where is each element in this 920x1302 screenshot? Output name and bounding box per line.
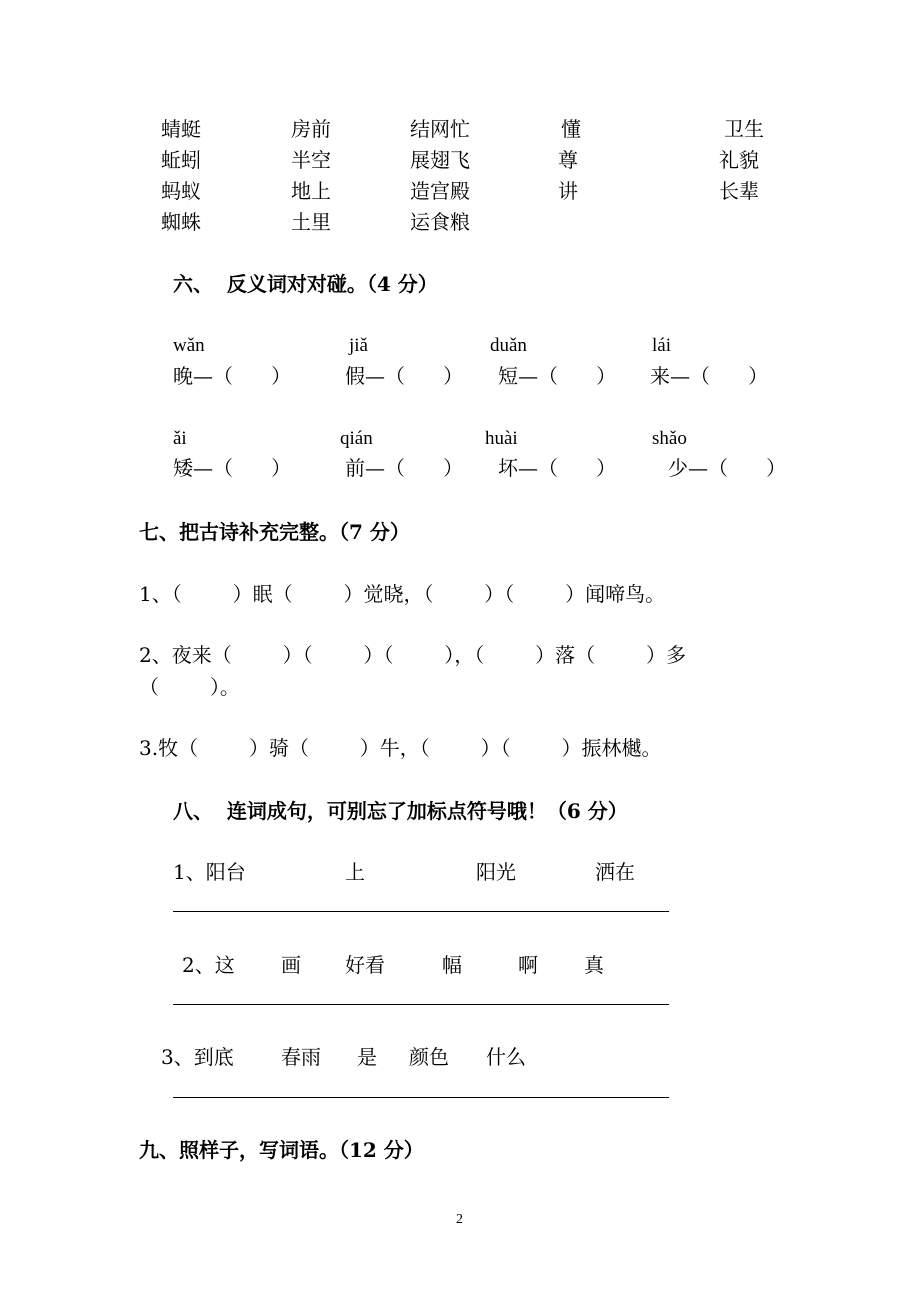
match-word: 半空 [291, 148, 331, 172]
sentence-word: 幅 [442, 953, 462, 977]
match-word: 蚯蚓 [161, 148, 201, 172]
match-word: 讲 [558, 179, 578, 203]
pinyin: wǎn [173, 335, 205, 356]
section-6-title: 六、 反义词对对碰。（4 分） [173, 272, 438, 296]
pinyin: huài [485, 428, 518, 449]
antonym-item: 矮—（ ） [173, 456, 292, 480]
sentence-word: 好看 [345, 953, 385, 977]
pinyin: ǎi [173, 428, 187, 449]
pinyin: duǎn [490, 335, 527, 356]
antonym-item: 短—（ ） [498, 364, 617, 388]
page-number: 2 [456, 1212, 463, 1227]
match-word: 房前 [291, 117, 331, 141]
sentence-word: 3、到底 [161, 1045, 234, 1069]
match-word: 卫生 [724, 117, 764, 141]
sentence-word: 画 [281, 953, 301, 977]
match-word: 蜘蛛 [161, 210, 201, 234]
match-word: 造宫殿 [410, 179, 470, 203]
sentence-word: 啊 [518, 953, 538, 977]
poem-line-2: 2、夜来（ ）（ ）（ ），（ ）落（ ）多 [139, 643, 687, 667]
answer-line[interactable] [173, 911, 669, 912]
match-word: 懂 [561, 117, 581, 141]
section-7-title: 七、把古诗补充完整。（7 分） [139, 520, 410, 544]
antonym-item: 坏—（ ） [498, 456, 617, 480]
match-word: 土里 [291, 210, 331, 234]
sentence-word: 2、这 [182, 953, 235, 977]
sentence-word: 颜色 [409, 1045, 449, 1069]
match-word: 长辈 [719, 179, 759, 203]
poem-line-2-cont: （ ）。 [139, 675, 240, 699]
sentence-word: 1、阳台 [173, 860, 246, 884]
pinyin: shǎo [652, 428, 687, 449]
antonym-item: 前—（ ） [345, 456, 464, 480]
poem-line-1: 1、（ ）眠（ ）觉晓，（ ）（ ）闻啼鸟。 [139, 582, 666, 606]
match-word: 蚂蚁 [161, 179, 201, 203]
sentence-word: 是 [357, 1045, 377, 1069]
pinyin: qián [340, 428, 373, 449]
match-word: 礼貌 [719, 148, 759, 172]
section-9-title: 九、照样子，写词语。（12 分） [139, 1138, 424, 1162]
poem-line-3: 3.牧（ ）骑（ ）牛，（ ）（ ）振林樾。 [139, 736, 662, 760]
sentence-word: 春雨 [281, 1045, 321, 1069]
pinyin: jiǎ [349, 335, 368, 356]
sentence-word: 真 [584, 953, 604, 977]
answer-line[interactable] [173, 1097, 669, 1098]
match-word: 地上 [291, 179, 331, 203]
antonym-item: 晚—（ ） [173, 364, 292, 388]
match-word: 结网忙 [410, 117, 470, 141]
section-8-title: 八、 连词成句，可别忘了加标点符号哦！（6 分） [173, 799, 628, 823]
pinyin: lái [652, 335, 671, 356]
match-word: 蜻蜓 [161, 117, 201, 141]
antonym-item: 来—（ ） [650, 364, 769, 388]
match-word: 尊 [558, 148, 578, 172]
answer-line[interactable] [173, 1004, 669, 1005]
antonym-item: 少—（ ） [668, 456, 787, 480]
sentence-word: 什么 [486, 1045, 526, 1069]
match-word: 展翅飞 [410, 148, 470, 172]
sentence-word: 阳光 [476, 860, 516, 884]
sentence-word: 洒在 [595, 860, 635, 884]
antonym-item: 假—（ ） [345, 364, 464, 388]
match-word: 运食粮 [410, 210, 470, 234]
sentence-word: 上 [345, 860, 365, 884]
